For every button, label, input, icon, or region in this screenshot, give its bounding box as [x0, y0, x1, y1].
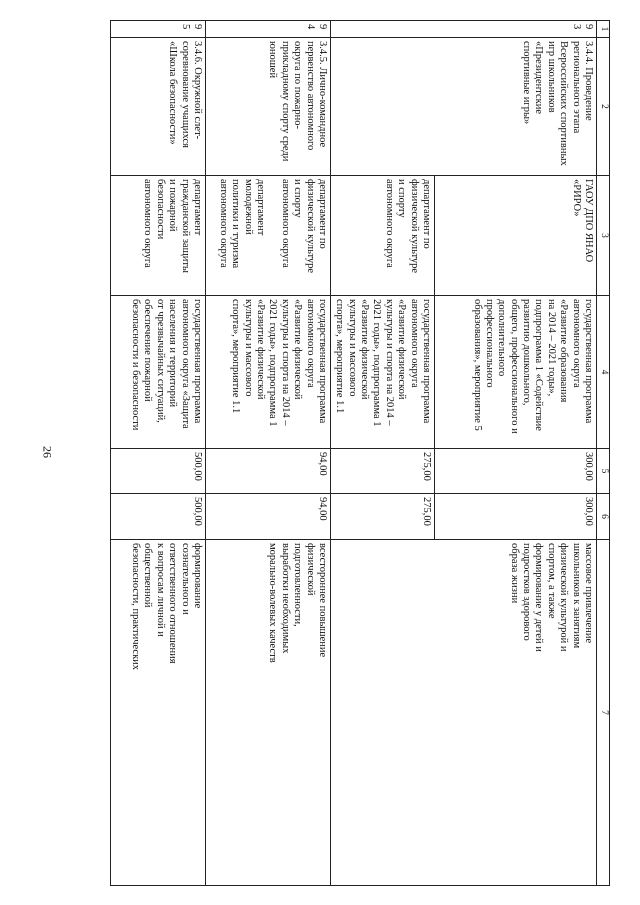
- program: государственная программа автономного округа «Защита населения и территорий от чрезвычайных ситуаций, обеспечение пожарной безопасности и безопасности: [111, 296, 206, 449]
- column-header-3: 3: [597, 176, 610, 296]
- expected-result: всестороннее повышение физической подготовленности, выработки необходимых морально-волевых качеств: [206, 540, 331, 886]
- events-table: [110, 20, 610, 886]
- column-header-5: 5: [597, 449, 610, 494]
- table-row-94: [206, 21, 331, 886]
- event-name: 3.4.5. Лично-командное первенство автономного округа по пожарно- прикладному спорту среди юношей: [206, 38, 331, 176]
- program: государственная программа автономного округа «Развитие образования на 2014 – 2021 годы», подпрограмма 1 «Содействие развитию дошкольного, общего, профессионального и дополнительного профессионального образования», мероприятие 5: [435, 296, 597, 449]
- column-header-6: 6: [597, 494, 610, 540]
- rotated-table-wrapper: [110, 20, 610, 885]
- row-number: 93: [331, 21, 597, 38]
- column-header-1: 1: [597, 21, 610, 38]
- event-name: 3.4.4. Проведение регионального этапа Всероссийских спортивных игр школьников «Президентские спортивные игры»: [331, 38, 597, 176]
- amount-col6: 300,00: [435, 494, 597, 540]
- executor: департамент гражданской защиты и пожарной безопасности автономного округа: [111, 176, 206, 296]
- column-number-row: [597, 21, 610, 886]
- event-name: 3.4.6. Окружной слет- соревнование учащихся «Школа безопасности»: [111, 38, 206, 176]
- executor: департамент по физической культуре и спорту автономного округа департамент молодежной политики и туризма автономного округа: [206, 176, 331, 296]
- column-header-7: 7: [597, 540, 610, 886]
- expected-result: формирование сознательного и ответственного отношения к вопросам личной и общественной безопасности, практических: [111, 540, 206, 886]
- row-number: 95: [111, 21, 206, 38]
- amount-col6: 94,00: [206, 494, 331, 540]
- executor: департамент по физической культуре и спорту автономного округа: [331, 176, 435, 296]
- page-number: 26: [40, 446, 55, 458]
- column-header-2: 2: [597, 38, 610, 176]
- table-row-93a: [435, 21, 597, 886]
- amount-col5: 94,00: [206, 449, 331, 494]
- table-area: [110, 20, 610, 885]
- amount-col5: 500,00: [111, 449, 206, 494]
- amount-col5: 300,00: [435, 449, 597, 494]
- expected-result: массовое привлечение школьников к занятиям физической культурой и спортом, а также формирование у детей и подростков здорового образа жизни: [331, 540, 597, 886]
- row-number: 94: [206, 21, 331, 38]
- program: государственная программа автономного округа «Развитие физической культуры и спорта на 2014 – 2021 годы», подпрограмма 1 «Развитие физической культуры и массового спорта», мероприятие 1.1: [206, 296, 331, 449]
- amount-col6: 500,00: [111, 494, 206, 540]
- amount-col6: 275,00: [331, 494, 435, 540]
- amount-col5: 275,00: [331, 449, 435, 494]
- column-header-4: 4: [597, 296, 610, 449]
- table-row-95: [111, 21, 206, 886]
- program: государственная программа автономного округа «Развитие физической культуры и спорта на 2014 – 2021 годы», подпрограмма 1 «Развитие физической культуры и массового спорта», мероприятие 1.1: [331, 296, 435, 449]
- executor: ГАОУ ДПО ЯНАО «РИРО»: [435, 176, 597, 296]
